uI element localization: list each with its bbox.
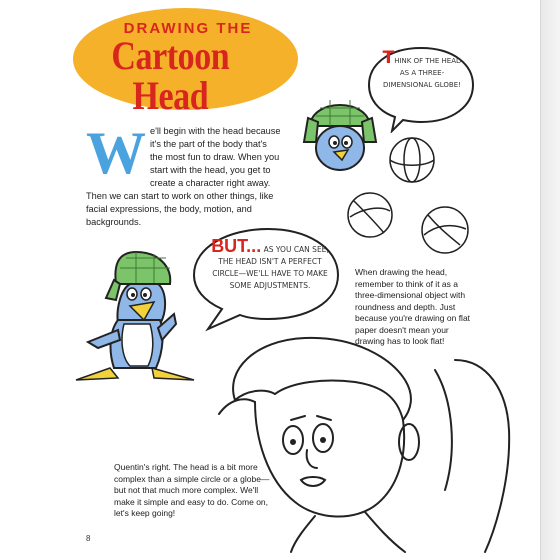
page-number: 8 xyxy=(86,534,91,543)
globe-caption: When drawing the head, remember to think of it as a three-dimensional object with roundness and depth. Just because you're drawing on flat paper doesn't mean your drawing has to look flat! xyxy=(355,267,471,346)
but-bubble-text xyxy=(205,236,335,292)
globe-sketches xyxy=(340,135,475,265)
page-title: Cartoon Head xyxy=(111,33,230,118)
intro-dropcap: W xyxy=(86,120,146,186)
but-bubble-lead: BUT... xyxy=(211,236,262,256)
globe-bubble-first-letter: T xyxy=(382,48,395,68)
globe-bubble-text xyxy=(380,48,464,91)
page-edge xyxy=(540,0,560,560)
intro-text: e'll begin with the head because it's the part of the body that's the most fun to draw. When you start with the head, you get to create a character right away. Then we can start to work on other things, like facial expressions, the body, motion, and backgrounds. xyxy=(86,126,281,227)
quentin-caption: Quentin's right. The head is a bit more complex than a simple circle or a globe—but not that much more complex. We'll make it simple and easy to do. Come on, let's keep going! xyxy=(114,462,270,518)
boy-illustration xyxy=(195,330,515,555)
penguin-full-illustration xyxy=(70,250,200,390)
title-kicker: DRAWING THE xyxy=(123,20,253,37)
intro-paragraph xyxy=(86,120,281,229)
but-bubble-body: AS YOU CAN SEE, THE HEAD ISN'T A PERFECT CIRCLE—WE'LL HAVE TO MAKE SOME ADJUSTMENTS. xyxy=(212,245,329,290)
globe-bubble-body: HINK OF THE HEAD AS A THREE-DIMENSIONAL GLOBE! xyxy=(383,57,462,89)
